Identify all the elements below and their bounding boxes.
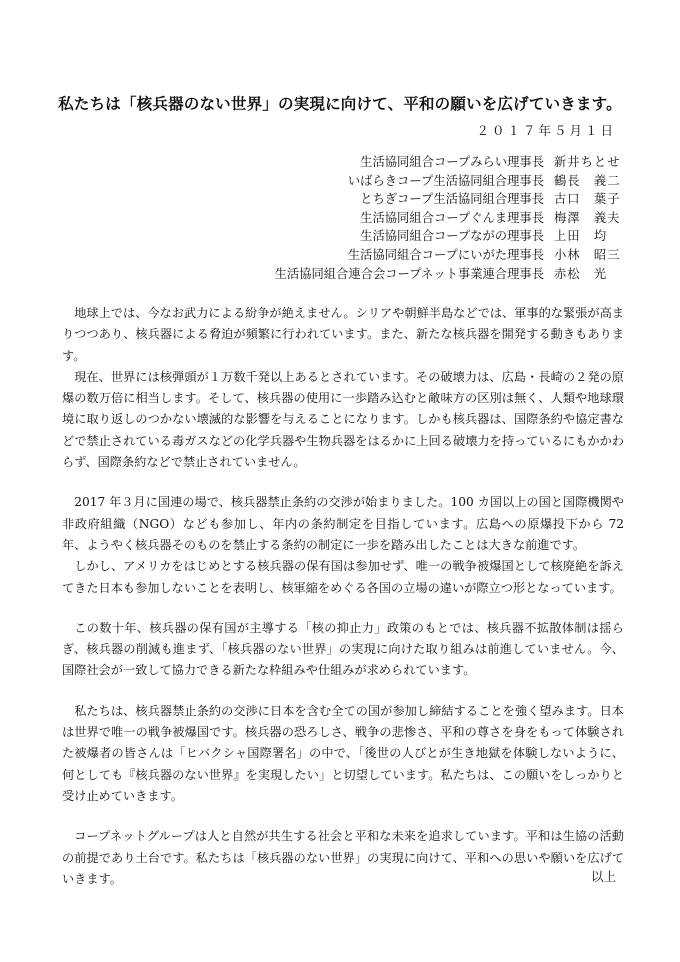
signatory bbox=[275, 209, 622, 228]
signatory-org: 生活協同組合コープぐんま理事長 bbox=[360, 210, 544, 225]
signatory-name: 赤松 光 bbox=[554, 266, 608, 281]
body-paragraph: 2017 年３月に国連の場で、核兵器禁止条約の交渉が始まりました。100 カ国以上の国と国際機関や非政府組織（NGO）なども参加し、年内の条約制定を目指しています。広島への原爆投下から 72 年、ようやく核兵器そのものを禁止する条約の制定に一歩を踏み出したことは大きな前進です。 bbox=[62, 495, 624, 552]
body-paragraph: この数十年、核兵器の保有国が主導する「核の抑止力」政策のもとでは、核兵器不拡散体制は揺らぎ、核兵器の削減も進まず、「核兵器のない世界」の実現に向けた取り組みは前進していません。今、国際社会が一致して協力できる新たな枠組みや仕組みが求められています。 bbox=[62, 620, 624, 678]
closing-mark: 以上 bbox=[590, 869, 616, 884]
signatory-org: とちぎコープ生活協同組合理事長 bbox=[360, 192, 544, 207]
signatory bbox=[275, 172, 622, 191]
signatory-org: 生活協同組合コープみらい理事長 bbox=[360, 155, 544, 169]
body-paragraph: 私たちは、核兵器禁止条約の交渉に日本を含む全ての国が参加し締結することを強く望みます。日本は世界で唯一の戦争被爆国です。核兵器の恐ろしさ、戦争の悲惨さ、平和の尊さを身をもって体験された被爆者の皆さんは「ヒバクシャ国際署名」の中で、「後世の人びとが生き地獄を体験しないように、何としても『核兵器のない世界』を実現したい」と切望しています。私たちは、この願いをしっかりと受け止めていきます。 bbox=[62, 703, 624, 803]
document-body bbox=[62, 303, 624, 890]
signatory bbox=[275, 246, 622, 265]
signatory-name: 上田 均 bbox=[554, 229, 608, 244]
signatory-org: 生活協同組合コープにいがた理事長 bbox=[347, 247, 544, 262]
signatory-name: 梅澤 義夫 bbox=[554, 210, 621, 225]
signatory bbox=[275, 265, 622, 284]
signatory-name: 小林 昭三 bbox=[554, 247, 621, 262]
signatory-org: 生活協同組合連合会コープネット事業連合理事長 bbox=[274, 266, 544, 281]
signatory-name: 新井ちとせ bbox=[554, 155, 621, 169]
signatory-name: 鶴長 義二 bbox=[554, 173, 621, 188]
document-title: 私たちは「核兵器のない世界」の実現に向けて、平和の願いを広げていきます。 bbox=[58, 95, 622, 113]
signatory bbox=[275, 153, 622, 172]
body-paragraph: 現在、世界には核弾頭が１万数千発以上あるとされています。その破壊力は、広島・長崎の２発の原爆の数万倍に相当します。そして、核兵器の使用に一歩踏み込むと敵味方の区別は無く、人類や地球環境に取り返しのつかない壊滅的な影響を与えることになります。しかも核兵器は、国際条約や協定書などで禁止されている毒ガスなどの化学兵器や生物兵器をはるかに上回る破壊力を持っているにもかかわらず、国際条約などで禁止されていません。 bbox=[62, 369, 624, 470]
signatory-org: 生活協同組合コープながの理事長 bbox=[360, 229, 544, 244]
signatory-list bbox=[275, 153, 622, 283]
signatory bbox=[275, 190, 622, 209]
signatory-name: 古口 葉子 bbox=[554, 192, 621, 207]
signatory bbox=[275, 227, 622, 246]
signatory-org: いばらきコープ生活協同組合理事長 bbox=[347, 173, 544, 188]
body-paragraph: コープネットグループは人と自然が共生する社会と平和な未来を追求しています。平和は生協の活動の前提であり土台です。私たちは「核兵器のない世界」の実現に向けて、平和への思いや願いを広げていきます。 bbox=[62, 829, 624, 886]
body-paragraph: 地球上では、今なお武力による紛争が絶えません。シリアや朝鮮半島などでは、軍事的な緊張が高まりつつあり、核兵器による脅迫が頻繁に行われています。また、新たな核兵器を開発する動きもあります。 bbox=[62, 306, 624, 363]
document-date: ２０１７年５月１日 bbox=[476, 123, 616, 138]
body-paragraph: しかし、アメリカをはじめとする核兵器の保有国は参加せず、唯一の戦争被爆国として核廃絶を訴えてきた日本も参加しないことを表明し、核軍縮をめぐる各国の立場の違いが際立つ形となっています。 bbox=[62, 559, 624, 595]
